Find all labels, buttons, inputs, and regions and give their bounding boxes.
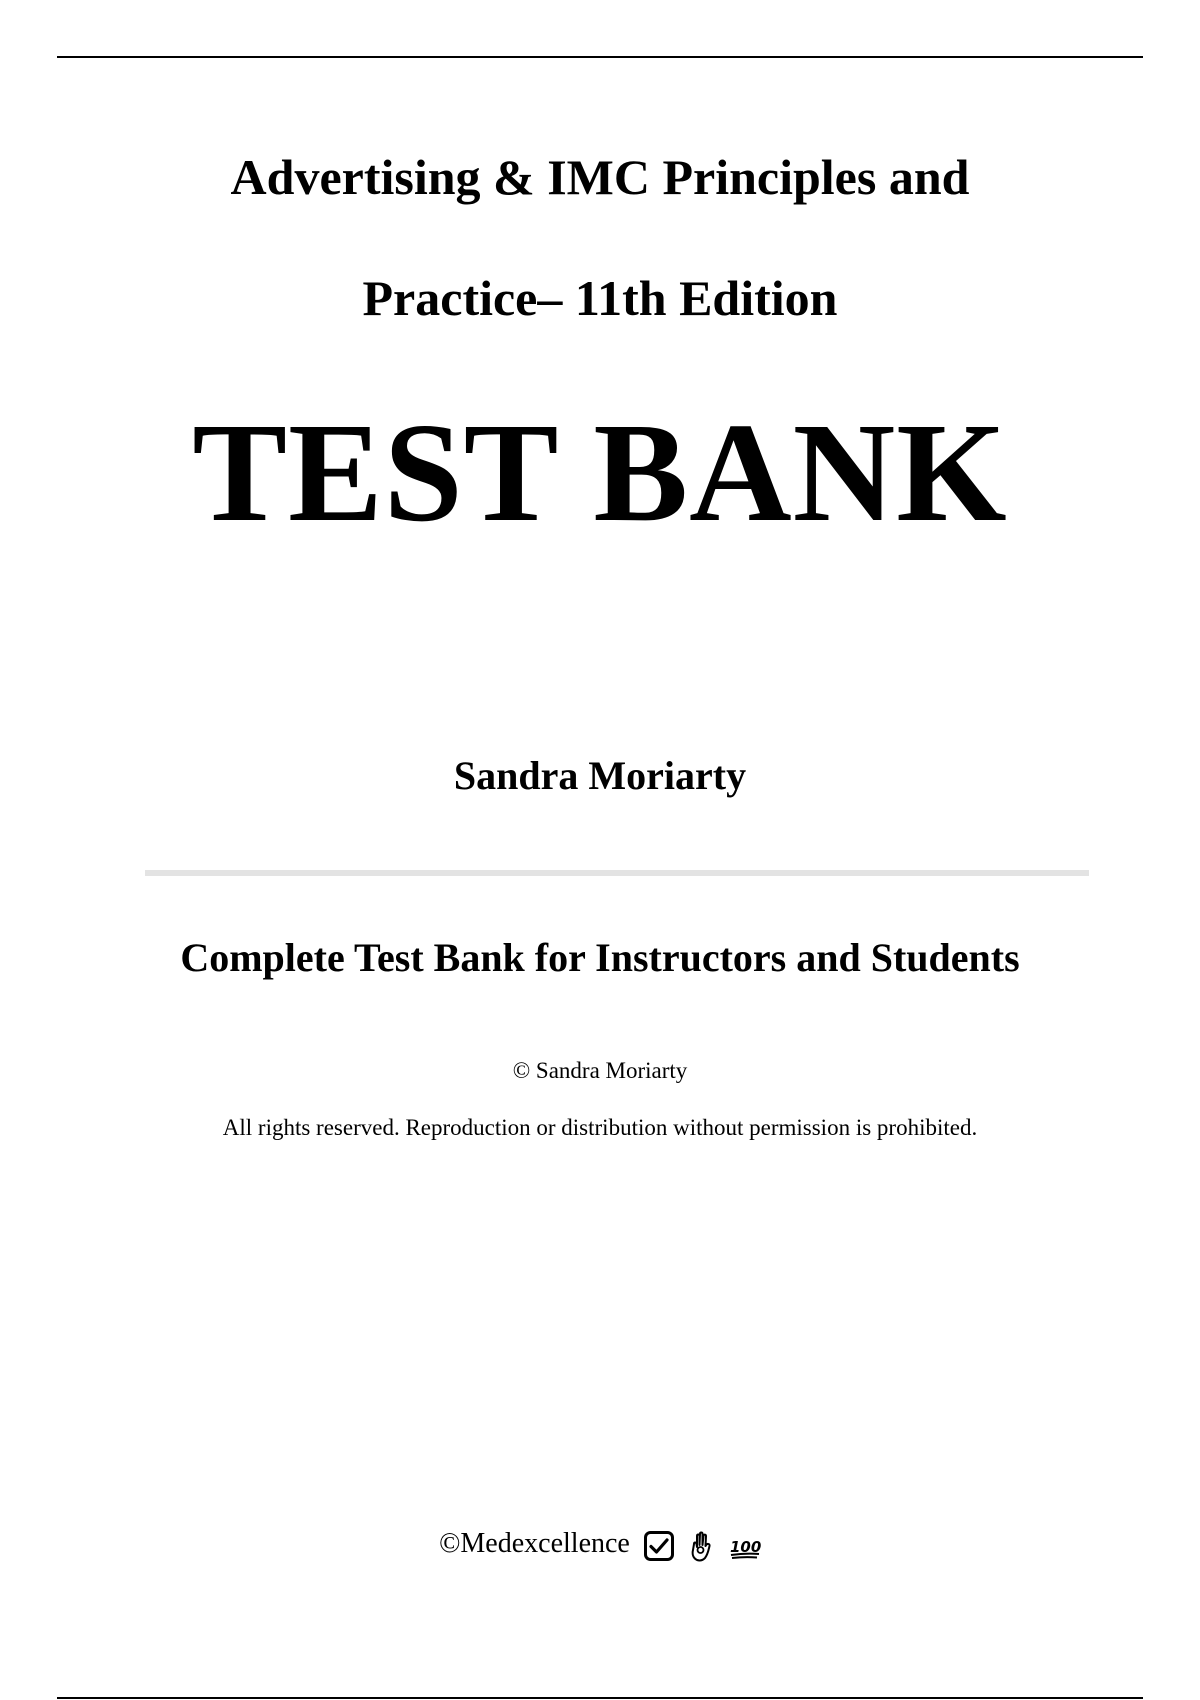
- title-line-1: Advertising & IMC Principles and: [230, 149, 970, 205]
- copyright-line: © Sandra Moriarty: [512, 1058, 688, 1083]
- footer: [0, 1526, 1200, 1562]
- rights-notice: All rights reserved. Reproduction or distribution without permission is prohibited.: [222, 1115, 978, 1140]
- footer-text: ©Medexcellence: [439, 1528, 630, 1559]
- divider: [145, 870, 1089, 876]
- bottom-rule: [57, 1697, 1143, 1699]
- top-rule: [57, 56, 1143, 58]
- check-box-icon: [643, 1530, 675, 1562]
- subtitle: Complete Test Bank for Instructors and Students: [180, 935, 1020, 980]
- hundred-points-icon: [729, 1530, 761, 1562]
- hundred-points-label: 100: [729, 1537, 761, 1556]
- title-line-2: Practice– 11th Edition: [362, 270, 838, 326]
- test-bank-heading: TEST BANK: [192, 393, 1008, 551]
- ok-hand-icon: [688, 1530, 716, 1562]
- author-name: Sandra Moriarty: [453, 753, 747, 798]
